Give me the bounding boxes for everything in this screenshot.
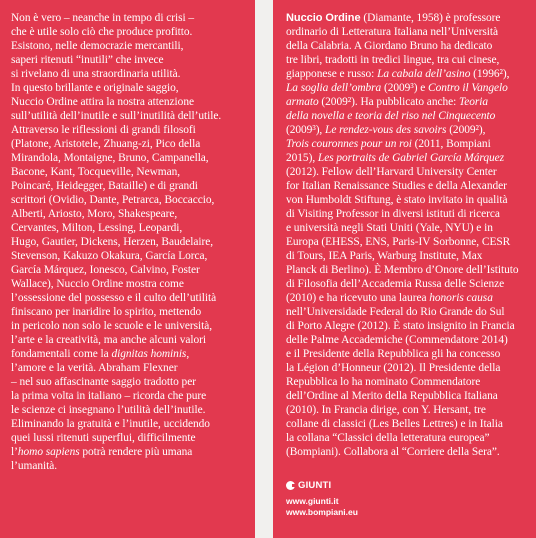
publisher-url-giunti[interactable]: www.giunti.it: [286, 496, 339, 506]
left_text-line: In questo brillante e originale saggio,: [11, 82, 179, 94]
right_text-line: (2012). Fellow dell’Harvard University Center: [286, 166, 497, 178]
left_text-line: l’umanità.: [11, 460, 57, 472]
left_text-line: Cervantes, Milton, Lessing, Leopardi,: [11, 222, 183, 234]
left_text-line: Eliminando la gratuità e l’inutile, uccidendo: [11, 418, 210, 430]
author-biography: [286, 11, 530, 459]
right_text-line: ordinario di Letteratura Italiana nell’Università: [286, 26, 498, 38]
left_text-line: Poincaré, Heidegger, Bataille) e di grandi: [11, 180, 198, 192]
publisher-logo: [286, 480, 358, 491]
right_text-line: di Porto Alegre (2012). È stato insignito in Francia: [286, 320, 515, 332]
left_text-line: che è utile solo ciò che produce profitto.: [11, 26, 193, 38]
right_text-line: Planck di Berlino). È Membro d’Onore dell’Istituto: [286, 264, 519, 276]
left_text-line: Hugo, Gautier, Dickens, Herzen, Baudelaire,: [11, 236, 214, 248]
left_text-line: fondamentali come la dignitas hominis,: [11, 348, 190, 360]
right_text-line: giapponese e russo: La cabala dell’asino (1996²),: [286, 68, 510, 80]
left_text-line: le scienze ci insegnano l’utilità dell’inutile.: [11, 404, 206, 416]
right_text-line: for Italian Renaissance Studies e della Alexander: [286, 180, 507, 192]
left_text-line: Esistono, nelle democrazie mercantili,: [11, 40, 184, 52]
right_text-line: collane di classici (Les Belles Lettres) e in Italia: [286, 418, 503, 430]
left_text-line: l’arte e la creatività, ma anche alcuni valori: [11, 334, 207, 346]
right_text-line: Repubblica lo ha nominato Commendatore: [286, 376, 481, 388]
right_text-line: Europa (EHESS, ENS, Paris-IV Sorbonne, CESR: [286, 236, 511, 248]
right_text-line: armato (2009²). Ha pubblicato anche: Teoria: [286, 96, 489, 108]
right_text-line: (Bompiani). Collabora al “Corriere della Sera”.: [286, 446, 500, 458]
right_text-line: dell’Ordine al Merito della Repubblica Italiana: [286, 390, 498, 402]
right_text-line: e università negli Stati Uniti (Yale, NYU) e in: [286, 222, 493, 234]
right_text-line: La soglia dell’ombra (2009³) e Contro il Vangelo: [286, 82, 508, 94]
right_text-line: Trois couronnes pour un roi (2011, Bompiani: [286, 138, 491, 150]
left_text-line: in pericolo non solo le scuole e le università,: [11, 320, 213, 332]
right_text-line: tre libri, tradotti in tredici lingue, tra cui cinese,: [286, 54, 500, 66]
publisher-footer: [286, 480, 358, 518]
left_text-line: quei lussi ritenuti superflui, difficilmente: [11, 432, 196, 444]
right_text-line: 2015), Les portraits de Gabriel García Márquez: [286, 152, 505, 164]
right_text-line: (2009³), Le rendez-vous des savoirs (2009²),: [286, 124, 486, 136]
left_text-line: Wallace), Nuccio Ordine mostra come: [11, 278, 184, 290]
left_text-line: saperi ritenuti “inutili” che invece: [11, 54, 164, 66]
giunti-logo-icon: [286, 481, 295, 490]
left_text-line: l’amore e la verità. Abraham Flexner: [11, 362, 178, 374]
left_text-line: (Platone, Aristotele, Zhuang-zi, Pico della: [11, 138, 201, 150]
book-description: [11, 11, 245, 473]
left_text-line: García Márquez, Ionesco, Calvino, Foster: [11, 264, 200, 276]
right_text-line: della novella e teoria del riso nel Cinquecento: [286, 110, 496, 122]
right_text-line: della Calabria. A Giordano Bruno ha dedicato: [286, 40, 493, 52]
right_text-line: von Humboldt Stiftung, è stato invitato in qualità: [286, 194, 508, 206]
right_text-line: (2010) e ha ricevuto una laurea honoris causa: [286, 292, 493, 304]
left_text-line: la prima volta in italiano – ricorda che pure: [11, 390, 207, 402]
left_text-line: l’homo sapiens potrà rendere più umana: [11, 446, 193, 458]
right_text-line: Nuccio Ordine (Diamante, 1958) è professore: [286, 12, 501, 24]
left_text-line: – nel suo affascinante saggio tradotto per: [11, 376, 196, 388]
left_text-line: scrittori (Ovidio, Dante, Petrarca, Boccaccio,: [11, 194, 215, 206]
left_text-line: Bacone, Kant, Tocqueville, Newman,: [11, 166, 181, 178]
right_text-line: la collana “Classici della letteratura europea”: [286, 432, 490, 444]
right_text-line: di Tours, IEA Paris, Warburg Institute, Max: [286, 250, 483, 262]
left_text-line: Nuccio Ordine attira la nostra attenzione: [11, 96, 194, 108]
right_text-line: delle Palme Accademiche (Commendatore 2014): [286, 334, 508, 346]
publisher-name: GIUNTI: [298, 480, 332, 491]
left_text-line: l’ossessione del possesso e il culto dell’utilità: [11, 292, 217, 304]
right_text-line: la Légion d’Honneur (2012). Il Presidente della: [286, 362, 501, 374]
publisher-url-bompiani[interactable]: www.bompiani.eu: [286, 507, 358, 517]
left_text-line: Mirandola, Montaigne, Bruno, Campanella,: [11, 152, 209, 164]
right_text-line: di Visiting Professor in diversi istituti di ricerca: [286, 208, 500, 220]
left_text-line: Attraverso le riflessioni di grandi filosofi: [11, 124, 196, 136]
right_text-line: (2010). In Francia dirige, con Y. Hersant, tre: [286, 404, 486, 416]
left_text-line: Alberti, Ariosto, Moro, Shakespeare,: [11, 208, 178, 220]
left_text-line: Stevenson, Kakuzo Okakura, García Lorca,: [11, 250, 208, 262]
left_text-line: Non è vero – neanche in tempo di crisi –: [11, 12, 195, 24]
right_text-line: nell’Universidade Federal do Rio Grande do Sul: [286, 306, 505, 318]
spine-divider: [255, 0, 273, 538]
left_text-line: finiscano per inaridire lo spirito, mettendo: [11, 306, 202, 318]
left_text-line: si rivelano di una straordinaria utilità.: [11, 68, 181, 80]
left-flap: [0, 0, 255, 538]
left_text-line: sull’utilità dell’inutile e sull’inutilità dell’utile.: [11, 110, 222, 122]
right_text-line: di Filosofia dell’Accademia Russa delle Scienze: [286, 278, 505, 290]
right-flap: [273, 0, 536, 538]
right_text-line: e il Presidente della Repubblica gli ha concesso: [286, 348, 501, 360]
